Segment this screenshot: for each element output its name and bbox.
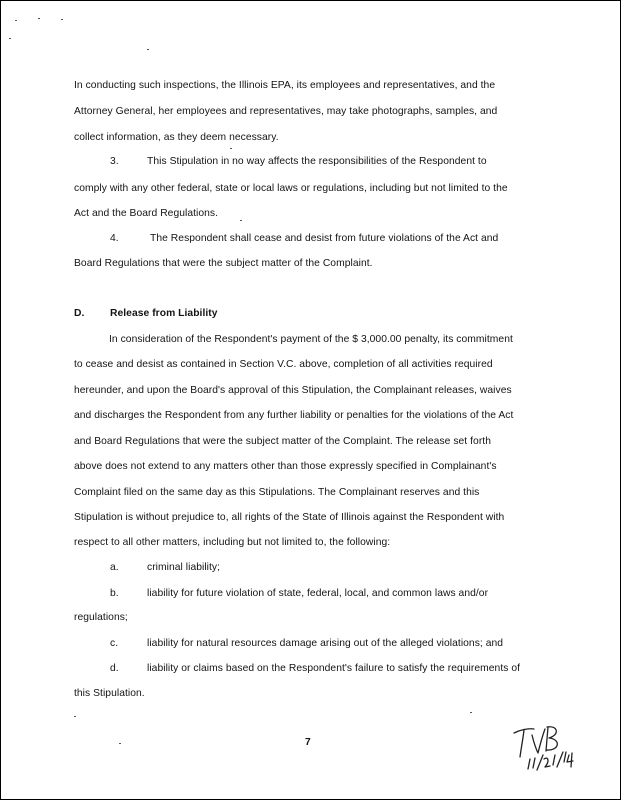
scan-speck xyxy=(74,716,76,717)
body-text-line: respect to all other matters, including but not limited to, the following: xyxy=(74,537,391,548)
section-title: Release from Liability xyxy=(110,308,218,319)
scan-speck xyxy=(15,20,17,21)
list-item-letter: a. xyxy=(110,562,119,573)
scan-speck xyxy=(38,18,40,19)
list-item-letter: c. xyxy=(110,638,119,649)
body-text-line: Attorney General, her employees and representatives, may take photographs, samples, and xyxy=(74,106,498,117)
handwritten-initials xyxy=(506,717,596,783)
body-text-line: and Board Regulations that were the subject matter of the Complaint. The release set forth xyxy=(74,436,491,447)
page-number: 7 xyxy=(305,737,311,748)
body-text-line: In consideration of the Respondent's payment of the $ 3,000.00 penalty, its commitment xyxy=(109,334,513,345)
body-text-line: hereunder, and upon the Board's approval of this Stipulation, the Complainant releases, waives xyxy=(74,385,512,396)
body-text-line: Board Regulations that were the subject matter of the Complaint. xyxy=(74,258,373,269)
scan-speck xyxy=(470,712,472,713)
scan-speck xyxy=(9,38,11,39)
list-item-text: liability or claims based on the Respondent's failure to satisfy the requirements of xyxy=(147,663,521,674)
item-number: 3. xyxy=(110,156,119,167)
list-item-text: liability for future violation of state, federal, local, and common laws and/or xyxy=(147,588,489,599)
body-text-line: This Stipulation in no way affects the responsibilities of the Respondent to xyxy=(147,156,487,167)
body-text-line: Stipulation is without prejudice to, all rights of the State of Illinois against the Respondent with xyxy=(74,512,505,523)
body-text-line: to cease and desist as contained in Section V.C. above, completion of all activities required xyxy=(74,359,493,370)
scan-speck xyxy=(240,220,242,221)
body-text-line: Complaint filed on the same day as this Stipulations. The Complainant reserves and this xyxy=(74,487,480,498)
scan-speck xyxy=(230,148,232,149)
body-text-line: comply with any other federal, state or local laws or regulations, including but not limited to the xyxy=(74,183,508,194)
list-item-text: criminal liability; xyxy=(147,562,221,573)
list-item-text: regulations; xyxy=(74,612,128,623)
item-number: 4. xyxy=(110,233,119,244)
body-text-line: In conducting such inspections, the Illinois EPA, its employees and representatives, and the xyxy=(74,80,496,91)
list-item-letter: d. xyxy=(110,663,119,674)
list-item-text: liability for natural resources damage arising out of the alleged violations; and xyxy=(147,638,504,649)
body-text-line: Act and the Board Regulations. xyxy=(74,208,219,219)
body-text-line: above does not extend to any matters other than those expressly specified in Complainant's xyxy=(74,461,497,472)
body-text-line: and discharges the Respondent from any further liability or penalties for the violations of the Act xyxy=(74,410,514,421)
body-text-line: The Respondent shall cease and desist from future violations of the Act and xyxy=(150,233,499,244)
body-text-line: collect information, as they deem necessary. xyxy=(74,132,279,143)
section-letter: D. xyxy=(74,308,85,319)
scan-speck xyxy=(119,743,121,744)
scan-speck xyxy=(147,49,149,50)
list-item-text: this Stipulation. xyxy=(74,688,145,699)
scan-speck xyxy=(61,19,63,20)
list-item-letter: b. xyxy=(110,588,119,599)
